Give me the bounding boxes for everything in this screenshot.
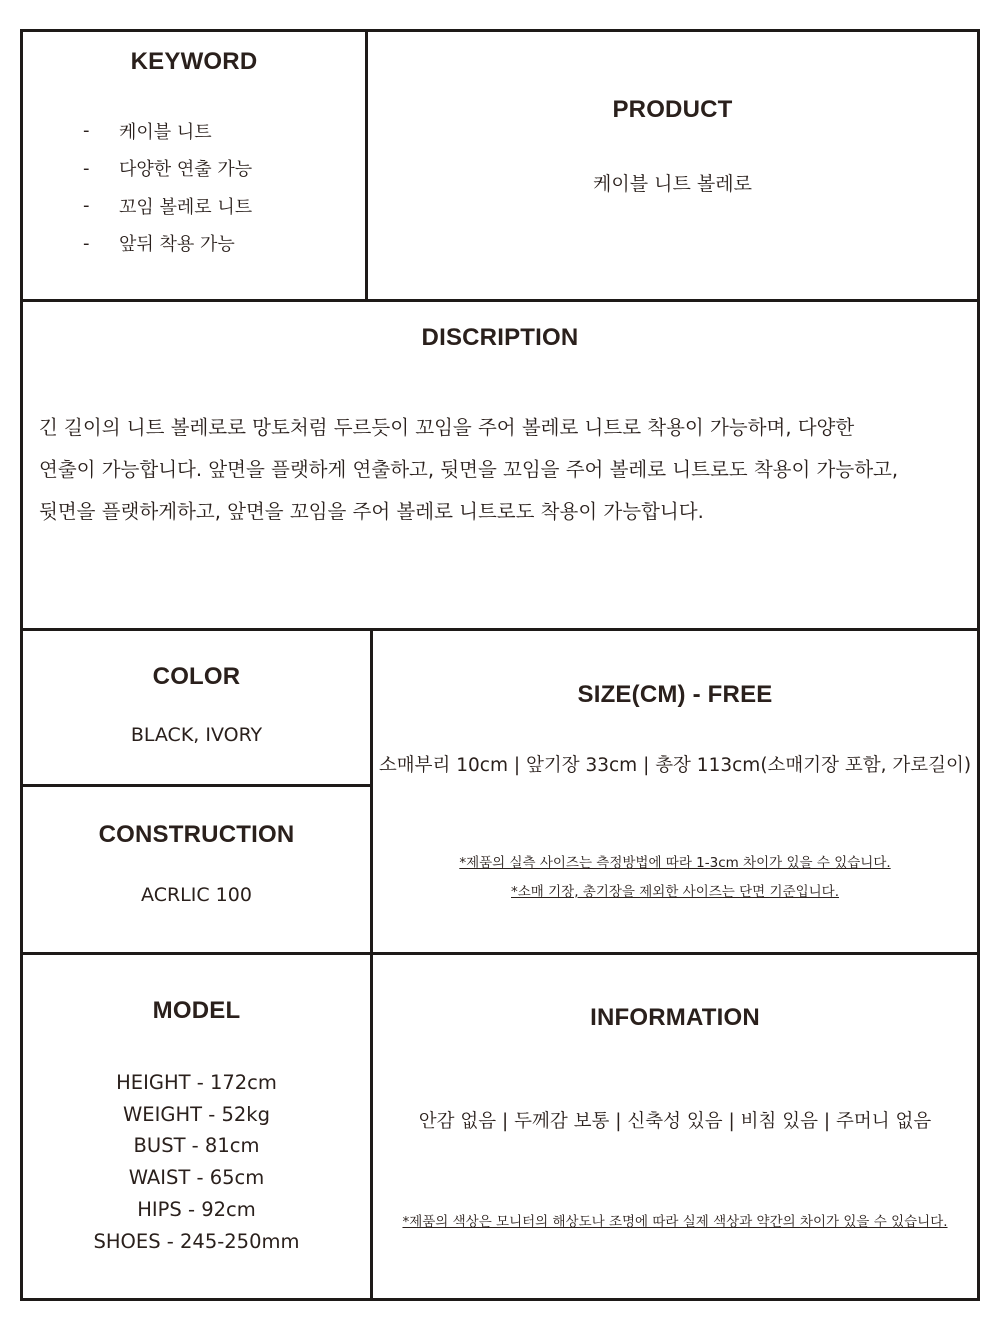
- bullet-dash: -: [83, 195, 90, 217]
- keyword-list: [83, 112, 252, 262]
- product-name: 케이블 니트 볼레로: [593, 173, 752, 195]
- model-spec-line: WAIST - 65cm: [128, 1166, 265, 1190]
- size-note: *제품의 실측 사이즈는 측정방법에 따라 1-3cm 차이가 있을 수 있습니다.: [459, 855, 891, 871]
- model-spec-line: BUST - 81cm: [133, 1134, 260, 1158]
- model-title: MODEL: [152, 997, 241, 1024]
- list-item: [83, 225, 252, 263]
- size-value: 소매부리 10cm | 앞기장 33cm | 총장 113cm(소매기장 포함, 가로길이): [378, 755, 972, 776]
- size-title: SIZE(CM) - FREE: [577, 681, 773, 708]
- model-section: [23, 955, 370, 1298]
- list-item: [83, 150, 252, 188]
- size-section: [373, 631, 977, 952]
- size-note: *소매 기장, 총기장을 제외한 사이즈는 단면 기준입니다.: [511, 884, 839, 900]
- information-note: *제품의 색상은 모니터의 해상도나 조명에 따라 실제 색상과 약간의 차이가 있을 수 있습니다.: [402, 1214, 948, 1230]
- keyword-item: 꼬임 볼레로 니트: [119, 196, 253, 218]
- information-section: [373, 955, 977, 1298]
- construction-section: [23, 787, 370, 952]
- information-title: INFORMATION: [590, 1004, 760, 1031]
- description-text: [39, 407, 969, 533]
- description-title: DISCRIPTION: [421, 324, 579, 351]
- list-item: [83, 187, 252, 225]
- color-section: [23, 631, 370, 784]
- keyword-item: 케이블 니트: [119, 121, 212, 143]
- bullet-dash: -: [83, 232, 90, 254]
- description-line: 긴 길이의 니트 볼레로로 망토처럼 두르듯이 꼬임을 주어 볼레로 니트로 착용이 가능하며, 다양한: [39, 416, 855, 439]
- color-value: BLACK, IVORY: [130, 724, 263, 746]
- description-line: 뒷면을 플랫하게하고, 앞면을 꼬임을 주어 볼레로 니트로도 착용이 가능합니다.: [39, 500, 704, 523]
- description-line: 연출이 가능합니다. 앞면을 플랫하게 연출하고, 뒷면을 꼬임을 주어 볼레로 니트로도 착용이 가능하고,: [39, 458, 899, 481]
- list-item: [83, 112, 252, 150]
- keyword-item: 앞뒤 착용 가능: [119, 234, 235, 256]
- bullet-dash: -: [83, 120, 90, 142]
- model-specs: [23, 1067, 370, 1257]
- model-spec-line: WEIGHT - 52kg: [123, 1102, 270, 1126]
- construction-value: ACRLIC 100: [141, 884, 252, 906]
- information-value: 안감 없음 | 두께감 보통 | 신축성 있음 | 비침 있음 | 주머니 없음: [418, 1111, 932, 1132]
- keyword-title: KEYWORD: [130, 48, 258, 75]
- description-section: [23, 302, 977, 628]
- model-spec-line: SHOES - 245-250mm: [93, 1229, 300, 1253]
- product-info-sheet: [20, 29, 980, 1301]
- product-title: PRODUCT: [612, 96, 733, 123]
- keyword-item: 다양한 연출 가능: [119, 159, 253, 181]
- bullet-dash: -: [83, 157, 90, 179]
- keyword-section: [23, 32, 365, 299]
- model-spec-line: HIPS - 92cm: [137, 1197, 256, 1221]
- model-spec-line: HEIGHT - 172cm: [116, 1071, 277, 1094]
- color-title: COLOR: [152, 663, 241, 690]
- product-section: [368, 32, 977, 299]
- construction-title: CONSTRUCTION: [98, 821, 295, 848]
